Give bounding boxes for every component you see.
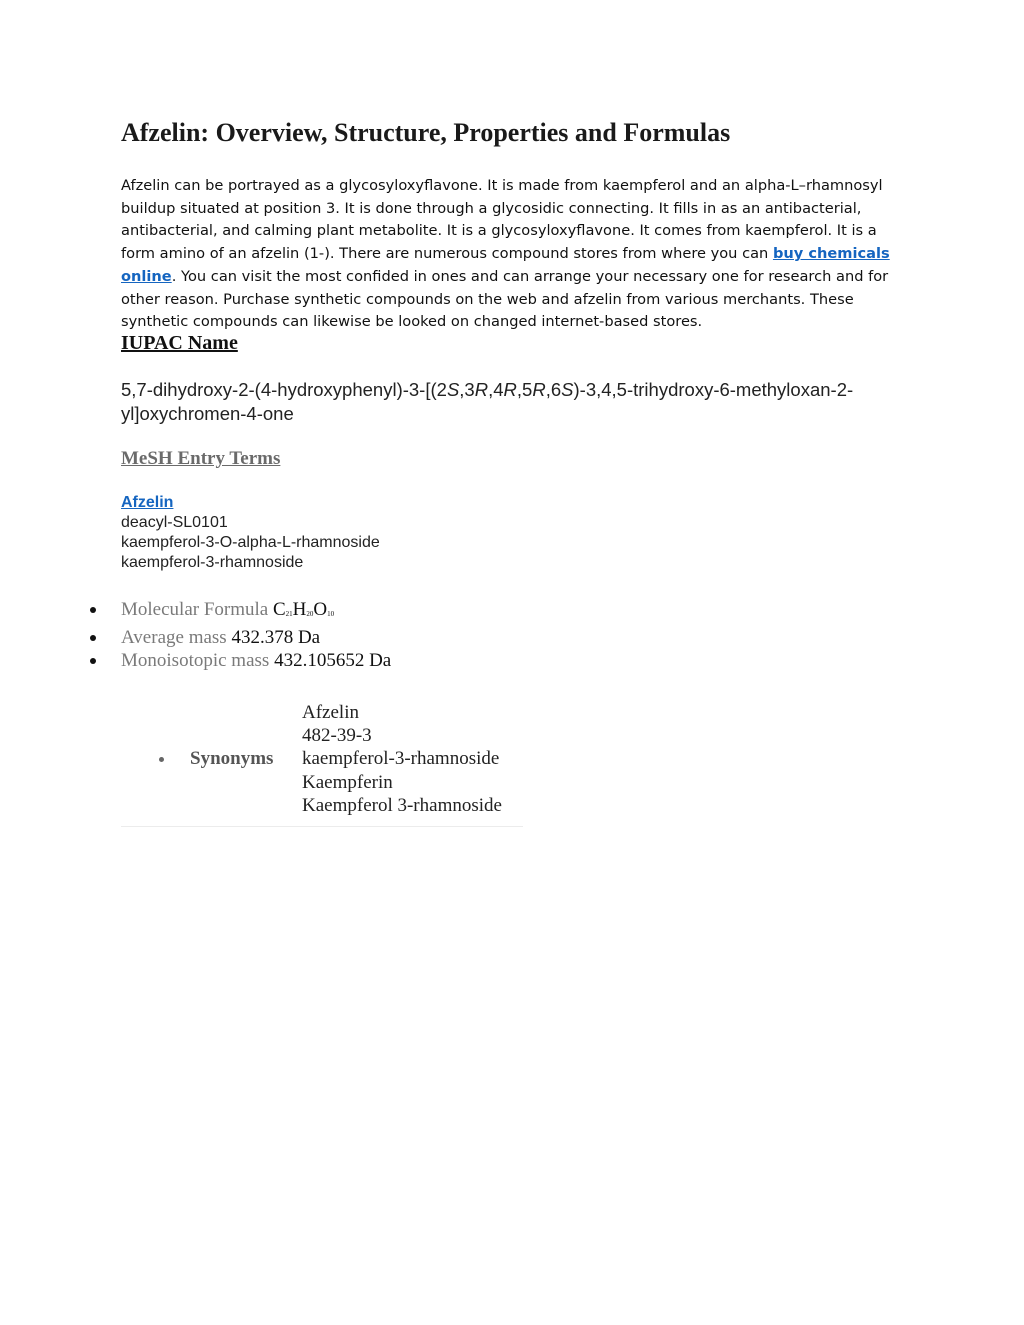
mesh-term-list <box>121 493 380 573</box>
synonyms-table <box>121 700 523 827</box>
iupac-part: )-3,4,5-trihydroxy-6-methyloxan-2-yl]oxychromen-4-one <box>121 379 854 424</box>
synonyms-label: Synonyms <box>159 748 273 770</box>
iupac-part: ,3 <box>459 379 475 400</box>
mesh-term: kaempferol-3-rhamnoside <box>121 554 304 571</box>
synonym-item: Afzelin <box>302 702 359 723</box>
molecular-formula-value <box>273 599 334 620</box>
iupac-part: ,5 <box>516 379 533 400</box>
iupac-part: ,6 <box>545 379 562 400</box>
molecular-formula-item <box>90 598 391 626</box>
iupac-stereo: R <box>503 379 517 400</box>
iupac-stereo: R <box>474 379 489 400</box>
average-mass-value: 432.378 Da <box>231 627 321 648</box>
average-mass-label: Average mass <box>121 627 227 648</box>
monoisotopic-mass-value: 432.105652 Da <box>274 650 392 671</box>
molecular-formula-label: Molecular Formula <box>121 599 269 620</box>
iupac-heading: IUPAC Name <box>121 332 238 354</box>
iupac-part: 5,7-dihydroxy-2-(4-hydroxyphenyl)-3-[(2 <box>121 379 447 400</box>
iupac-part: ,4 <box>488 379 504 400</box>
monoisotopic-mass-item <box>90 649 391 672</box>
average-mass-item <box>90 626 391 649</box>
synonym-item: Kaempferol 3-rhamnoside <box>302 794 502 816</box>
intro-text-after-link: . You can visit the most confided in ones and can arrange your necessary one for research and for other reason. Purchase synthetic compounds on the web and afzelin from various merchants. These synthetic compounds can likewise be looked on changed internet-based stores. <box>121 267 889 331</box>
formula-count: 21 <box>285 610 293 618</box>
mesh-term: kaempferol-3-O-alpha-L-rhamnoside <box>121 534 380 551</box>
formula-count: 20 <box>306 610 314 618</box>
iupac-stereo: R <box>532 379 546 400</box>
property-list <box>90 598 391 672</box>
mesh-heading: MeSH Entry Terms <box>121 448 281 469</box>
intro-text-before-link: Afzelin can be portrayed as a glycosyloxyflavone. It is made from kaempferol and an alpha-L–rhamnosyl buildup situated at position 3. It is done through a glycosidic connecting. It fills in as an antibacterial, antibacterial, and calming plant metabolite. It is a glycosyloxyflavone. It comes from kaempferol. It is a form amino of an afzelin (1-). There are numerous compound stores from where you can <box>121 177 883 263</box>
formula-element: O <box>313 599 328 620</box>
monoisotopic-mass-label: Monoisotopic mass <box>121 650 270 671</box>
page-title: Afzelin: Overview, Structure, Properties and Formulas <box>121 118 731 147</box>
mesh-term: deacyl-SL0101 <box>121 514 228 531</box>
afzelin-link[interactable]: Afzelin <box>121 494 174 511</box>
intro-paragraph <box>121 175 911 334</box>
iupac-stereo: S <box>561 379 574 400</box>
formula-count: 10 <box>327 610 335 618</box>
formula-element: C <box>272 599 286 620</box>
iupac-name <box>121 378 911 426</box>
buy-chemicals-link[interactable]: buy chemicals online <box>121 245 890 285</box>
formula-element: H <box>292 599 307 620</box>
synonym-item: kaempferol-3-rhamnoside <box>302 748 500 770</box>
synonym-item: 482-39-3 <box>302 725 372 747</box>
synonyms-values <box>302 701 502 817</box>
mesh-term <box>121 493 380 513</box>
synonym-item: Kaempferin <box>302 771 393 793</box>
iupac-stereo: S <box>446 379 460 400</box>
